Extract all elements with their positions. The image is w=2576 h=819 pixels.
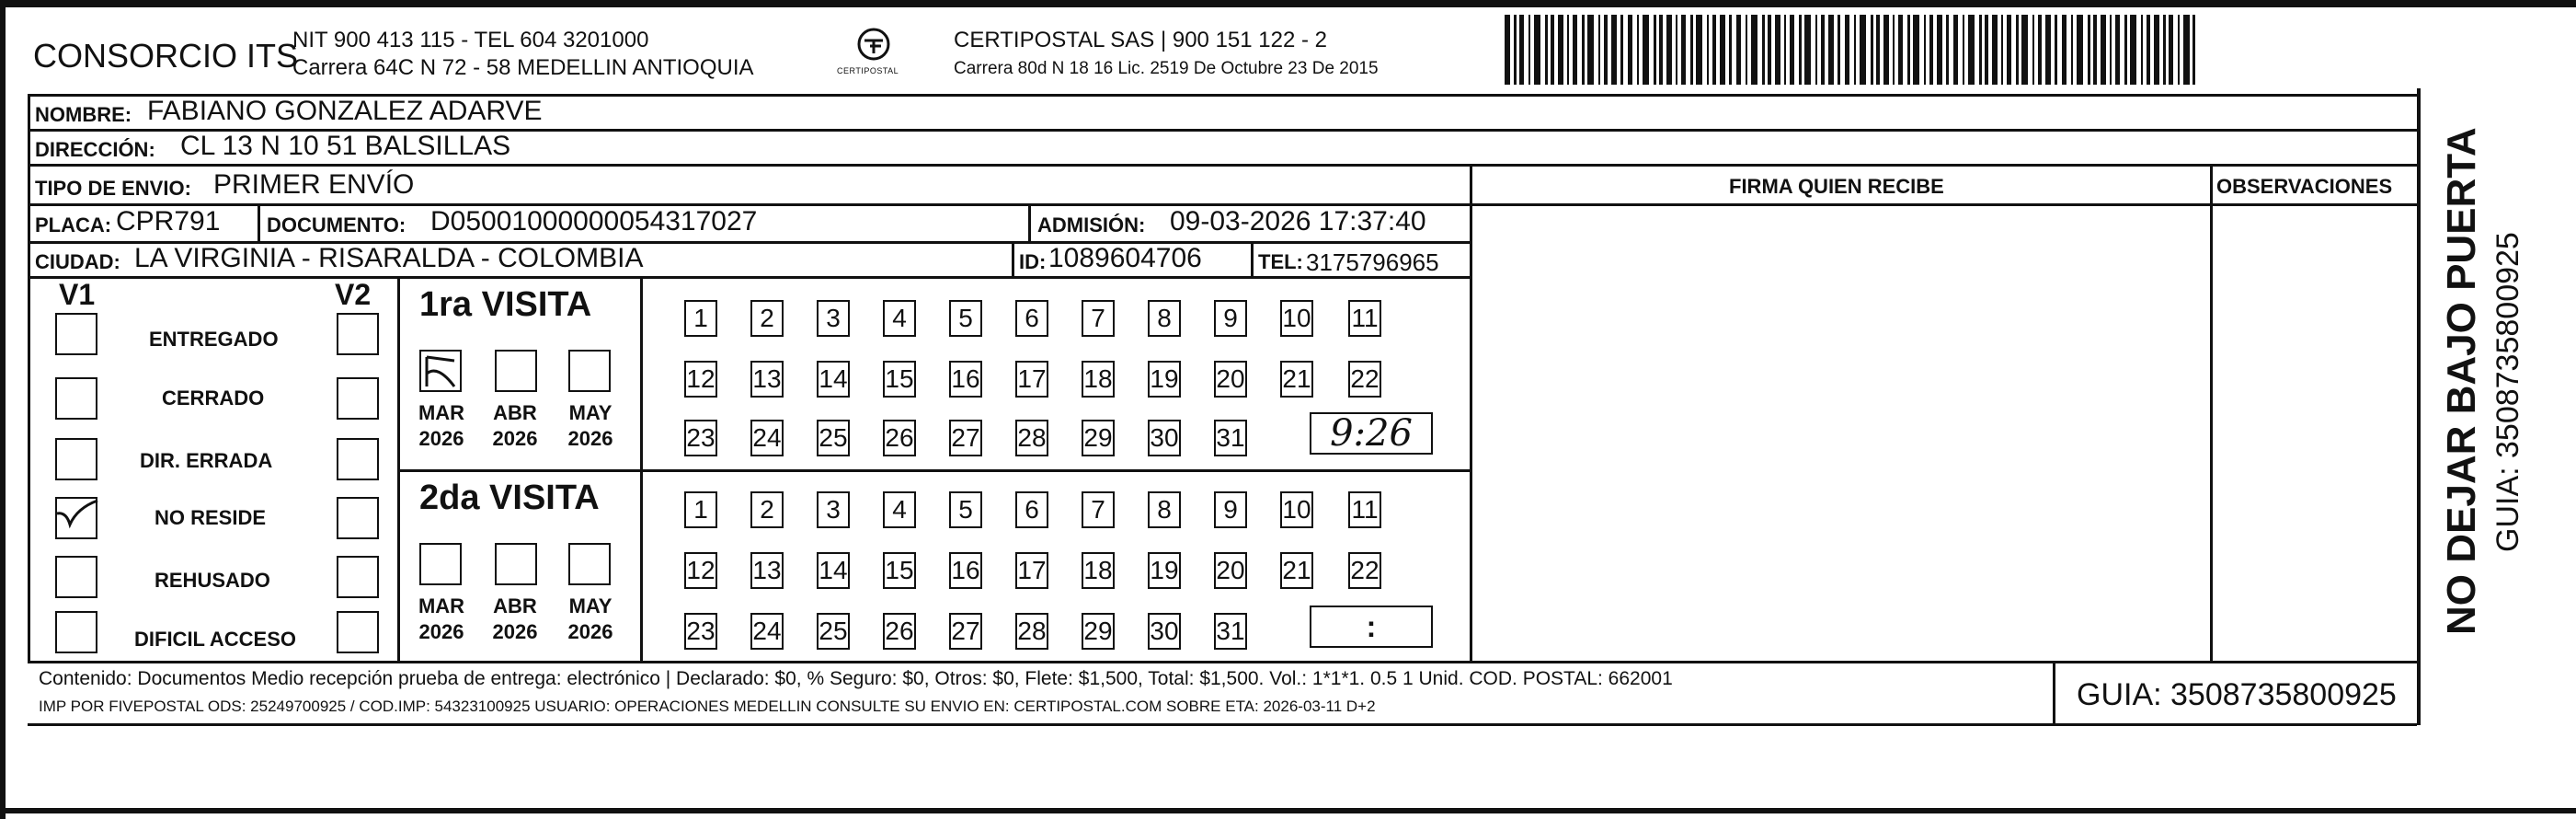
status-right-rule (397, 276, 400, 661)
first-visit-day-9[interactable]: 9 (1214, 300, 1247, 337)
footer-guia: GUIA: 3508735800925 (2077, 677, 2397, 712)
v1-dir-errada-checkbox[interactable] (55, 438, 97, 480)
first-visit-day-24[interactable]: 24 (750, 420, 784, 456)
barcode-icon (1505, 15, 2196, 85)
first-visit-day-7[interactable]: 7 (1082, 300, 1115, 337)
license-line: Carrera 80d N 18 16 Lic. 2519 De Octubre 23 De 2015 (954, 59, 1379, 78)
first-visit-title: 1ra VISITA (419, 285, 592, 324)
company-name: CONSORCIO ITS (33, 37, 299, 75)
second-visit-day-2[interactable]: 2 (750, 491, 784, 528)
direccion-label: DIRECCIÓN: (35, 138, 155, 161)
second-visit-day-7[interactable]: 7 (1082, 491, 1115, 528)
second-visit-title: 2da VISITA (419, 479, 600, 517)
placa-value: CPR791 (116, 206, 221, 236)
first-visit-day-3[interactable]: 3 (817, 300, 850, 337)
second-visit-day-10[interactable]: 10 (1280, 491, 1313, 528)
first-visit-day-25[interactable]: 25 (817, 420, 850, 456)
second-month-may: MAY (568, 594, 613, 617)
first-visit-day-23[interactable]: 23 (684, 420, 717, 456)
documento-value: D05001000000054317027 (430, 206, 758, 236)
documento-label: DOCUMENTO: (267, 213, 406, 236)
v1-cerrado-checkbox[interactable] (55, 377, 97, 420)
first-visit-day-27[interactable]: 27 (949, 420, 982, 456)
second-visit-day-16[interactable]: 16 (949, 552, 982, 589)
bottom-border (0, 808, 2576, 813)
first-month-may: MAY (568, 401, 613, 424)
second-visit-time: : (1366, 610, 1377, 643)
visit-divider (397, 469, 1470, 472)
first-visit-day-19[interactable]: 19 (1148, 361, 1181, 398)
second-visit-day-27[interactable]: 27 (949, 613, 982, 650)
left-rule (28, 94, 30, 661)
tel-value: 3175796965 (1306, 248, 1439, 276)
footer-bottom-rule (28, 723, 2417, 726)
first-year-may: 2026 (567, 427, 613, 450)
second-visit-day-6[interactable]: 6 (1015, 491, 1048, 528)
second-visit-day-15[interactable]: 15 (883, 552, 916, 589)
first-visit-day-14[interactable]: 14 (817, 361, 850, 398)
first-visit-day-6[interactable]: 6 (1015, 300, 1048, 337)
status-rehusado: REHUSADO (155, 569, 270, 592)
nombre-label: NOMBRE: (35, 103, 132, 126)
first-visit-day-1[interactable]: 1 (684, 300, 717, 337)
first-visit-day-26[interactable]: 26 (883, 420, 916, 456)
first-visit-day-4[interactable]: 4 (883, 300, 916, 337)
first-visit-day-31[interactable]: 31 (1214, 420, 1247, 456)
placa-label: PLACA: (35, 213, 112, 236)
second-visit-day-13[interactable]: 13 (750, 552, 784, 589)
second-visit-day-12[interactable]: 12 (684, 552, 717, 589)
second-visit-day-21[interactable]: 21 (1280, 552, 1313, 589)
logo-caption: CERTIPOSTAL (837, 66, 899, 75)
footer-content-line: Contenido: Documentos Medio recepción prueba de entrega: electrónico | Declarado: $0, % Seguro: $0, Otros: $0, Flete: $1,500, Total: $1,500. Vol.: 1*1*1. 0.5 1 Unid. COD. POSTAL: 662001 (39, 668, 1673, 689)
visit-left-rule (640, 276, 643, 661)
placa-divider (258, 204, 260, 241)
side-guia: GUIA: 3508735800925 (2490, 232, 2525, 552)
first-visit-day-17[interactable]: 17 (1015, 361, 1048, 398)
second-year-may: 2026 (567, 620, 613, 643)
status-entregado: ENTREGADO (149, 328, 279, 351)
admision-label: ADMISIÓN: (1037, 213, 1146, 236)
second-visit-day-8[interactable]: 8 (1148, 491, 1181, 528)
second-visit-day-26[interactable]: 26 (883, 613, 916, 650)
tipo-envio-label: TIPO DE ENVIO: (35, 177, 191, 200)
second-visit-day-11[interactable]: 11 (1348, 491, 1381, 528)
right-border (2417, 88, 2421, 725)
ciudad-label: CIUDAD: (35, 250, 120, 273)
firma-left-rule (1470, 166, 1472, 661)
second-visit-day-5[interactable]: 5 (949, 491, 982, 528)
first-visit-day-29[interactable]: 29 (1082, 420, 1115, 456)
footer-top-rule (28, 661, 2417, 663)
second-visit-day-20[interactable]: 20 (1214, 552, 1247, 589)
first-visit-day-22[interactable]: 22 (1348, 361, 1381, 398)
second-visit-day-31[interactable]: 31 (1214, 613, 1247, 650)
obs-left-rule (2210, 166, 2213, 661)
admision-value: 09-03-2026 17:37:40 (1170, 206, 1426, 236)
first-visit-day-30[interactable]: 30 (1148, 420, 1181, 456)
first-visit-day-5[interactable]: 5 (949, 300, 982, 337)
status-dificil-acceso: DIFICIL ACCESO (134, 628, 297, 651)
first-year-mar: 2026 (418, 427, 464, 450)
first-visit-day-16[interactable]: 16 (949, 361, 982, 398)
first-month-abr: ABR (493, 401, 537, 424)
second-visit-may-box[interactable] (568, 543, 611, 585)
second-visit-mar-box[interactable] (419, 543, 462, 585)
footer-imp-line: IMP POR FIVEPOSTAL ODS: 25249700925 / COD.IMP: 54323100925 USUARIO: OPERACIONES MEDELLIN CONSULTE SU ENVIO EN: CERTIPOSTAL.COM SOBRE ETA: 2026-03-11 D+2 (39, 698, 1376, 715)
checkmark-icon (53, 495, 101, 541)
first-visit-day-20[interactable]: 20 (1214, 361, 1247, 398)
first-visit-day-15[interactable]: 15 (883, 361, 916, 398)
v2-label: V2 (335, 278, 372, 311)
id-divider (1012, 241, 1014, 276)
id-label: ID: (1019, 250, 1047, 273)
first-visit-day-13[interactable]: 13 (750, 361, 784, 398)
rule-direccion (28, 164, 2417, 167)
v1-label: V1 (59, 278, 96, 311)
second-visit-day-25[interactable]: 25 (817, 613, 850, 650)
v2-cerrado-checkbox[interactable] (337, 377, 379, 420)
carrier-line: CERTIPOSTAL SAS | 900 151 122 - 2 (954, 28, 1327, 52)
rule-columns-header (1470, 203, 2417, 206)
first-visit-abr-box[interactable] (495, 350, 537, 392)
admision-divider (1028, 204, 1031, 241)
second-visit-day-17[interactable]: 17 (1015, 552, 1048, 589)
top-border (0, 0, 2576, 7)
status-cerrado: CERRADO (162, 386, 265, 410)
second-year-mar: 2026 (418, 620, 464, 643)
first-visit-day-18[interactable]: 18 (1082, 361, 1115, 398)
first-visit-time-box[interactable] (1310, 412, 1433, 455)
v2-dir-errada-checkbox[interactable] (337, 438, 379, 480)
id-value: 1089604706 (1048, 243, 1202, 273)
second-visit-day-4[interactable]: 4 (883, 491, 916, 528)
v1-entregado-checkbox[interactable] (55, 313, 97, 355)
first-visit-day-21[interactable]: 21 (1280, 361, 1313, 398)
second-visit-abr-box[interactable] (495, 543, 537, 585)
second-month-abr: ABR (493, 594, 537, 617)
second-visit-day-14[interactable]: 14 (817, 552, 850, 589)
first-visit-may-box[interactable] (568, 350, 611, 392)
status-dir-errada: DIR. ERRADA (140, 449, 273, 472)
address-line: Carrera 64C N 72 - 58 MEDELLIN ANTIOQUIA (292, 55, 754, 80)
nit-line: NIT 900 413 115 - TEL 604 3201000 (292, 28, 649, 52)
first-visit-day-28[interactable]: 28 (1015, 420, 1048, 456)
second-visit-day-28[interactable]: 28 (1015, 613, 1048, 650)
first-year-abr: 2026 (492, 427, 538, 450)
tel-label: TEL: (1258, 250, 1303, 273)
second-visit-day-19[interactable]: 19 (1148, 552, 1181, 589)
second-visit-time-box[interactable] (1310, 606, 1433, 648)
status-no-reside: NO RESIDE (155, 506, 267, 529)
tel-divider (1251, 241, 1254, 276)
handwritten-mark-icon (419, 350, 462, 392)
first-visit-day-11[interactable]: 11 (1348, 300, 1381, 337)
v2-entregado-checkbox[interactable] (337, 313, 379, 355)
second-visit-day-24[interactable]: 24 (750, 613, 784, 650)
first-visit-day-2[interactable]: 2 (750, 300, 784, 337)
first-visit-day-12[interactable]: 12 (684, 361, 717, 398)
v2-no-reside-checkbox[interactable] (337, 497, 379, 539)
second-visit-day-1[interactable]: 1 (684, 491, 717, 528)
second-visit-day-23[interactable]: 23 (684, 613, 717, 650)
left-border (0, 0, 6, 819)
v1-dificil-acceso-checkbox[interactable] (55, 611, 97, 653)
second-month-mar: MAR (418, 594, 465, 617)
second-visit-day-3[interactable]: 3 (817, 491, 850, 528)
rule-ciudad (28, 276, 1470, 279)
direccion-value: CL 13 N 10 51 BALSILLAS (180, 131, 511, 161)
second-visit-day-30[interactable]: 30 (1148, 613, 1181, 650)
first-month-mar: MAR (418, 401, 465, 424)
v1-rehusado-checkbox[interactable] (55, 556, 97, 598)
second-visit-day-9[interactable]: 9 (1214, 491, 1247, 528)
tipo-envio-value: PRIMER ENVÍO (213, 169, 415, 200)
nombre-value: FABIANO GONZALEZ ADARVE (147, 96, 543, 126)
no-dejar-warning: NO DEJAR BAJO PUERTA (2439, 127, 2484, 635)
first-visit-day-8[interactable]: 8 (1148, 300, 1181, 337)
first-visit-time: 9:26 (1330, 412, 1413, 455)
ciudad-value: LA VIRGINIA - RISARALDA - COLOMBIA (134, 243, 644, 273)
second-visit-day-18[interactable]: 18 (1082, 552, 1115, 589)
first-visit-day-10[interactable]: 10 (1280, 300, 1313, 337)
second-year-abr: 2026 (492, 620, 538, 643)
observaciones-header: OBSERVACIONES (2216, 175, 2393, 198)
v2-dificil-acceso-checkbox[interactable] (337, 611, 379, 653)
firma-header: FIRMA QUIEN RECIBE (1729, 175, 1944, 198)
v2-rehusado-checkbox[interactable] (337, 556, 379, 598)
second-visit-day-29[interactable]: 29 (1082, 613, 1115, 650)
guia-box-rule (2053, 661, 2055, 725)
second-visit-day-22[interactable]: 22 (1348, 552, 1381, 589)
